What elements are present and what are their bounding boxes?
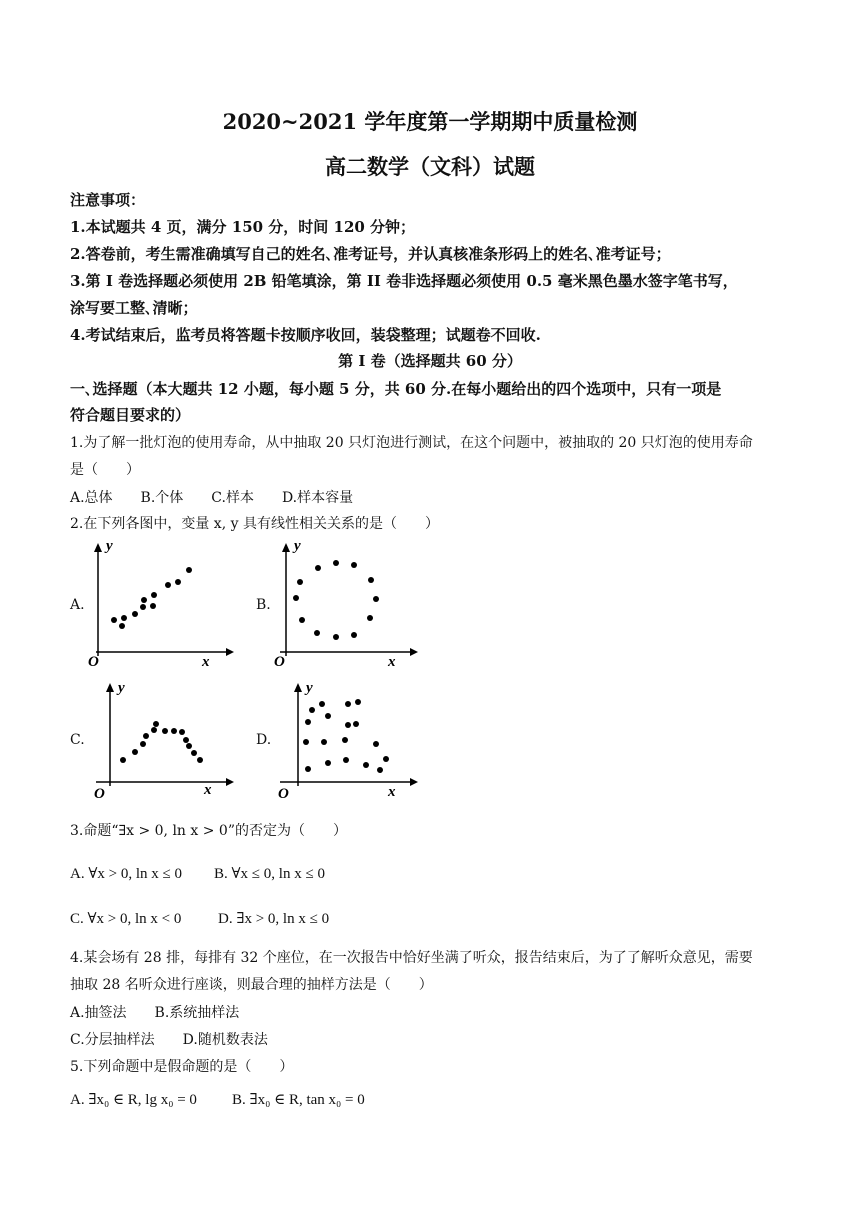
- data-point: [351, 562, 357, 568]
- y-axis-label: y: [106, 538, 113, 554]
- data-point: [319, 701, 325, 707]
- question-4-options: A.抽签法 B.系统抽样法: [70, 1005, 240, 1021]
- scatter-plot-a: [86, 538, 236, 668]
- origin-label: O: [278, 786, 289, 802]
- data-point: [305, 766, 311, 772]
- data-point: [314, 630, 320, 636]
- question-5-option-b: B. ∃x₀ ∈ R, tan x₀ = 0: [232, 1092, 365, 1108]
- question-1-stem: 1.为了解一批灯泡的使用寿命，从中抽取 20 只灯泡进行测试，在这个问题中，被抽取的 20 只灯泡的使用寿命: [70, 435, 753, 451]
- data-point: [303, 739, 309, 745]
- data-point: [140, 604, 146, 610]
- data-point: [141, 597, 147, 603]
- data-point: [132, 611, 138, 617]
- data-point: [165, 582, 171, 588]
- x-axis-label: x: [388, 784, 396, 800]
- data-point: [377, 767, 383, 773]
- data-point: [325, 713, 331, 719]
- data-point: [383, 756, 389, 762]
- scatter-plot-d: [274, 676, 424, 806]
- data-point: [367, 615, 373, 621]
- data-point: [309, 707, 315, 713]
- note-item: 3.第 I 卷选择题必须使用 2B 铅笔填涂，第 II 卷非选择题必须使用 0.5 毫米黑色墨水签字笔书写，: [70, 272, 738, 290]
- data-point: [186, 567, 192, 573]
- data-point: [175, 579, 181, 585]
- data-point: [191, 750, 197, 756]
- scatter-plot-b: [270, 538, 420, 668]
- question-3-stem: 3.命题“∃x > 0, ln x > 0”的否定为（ ）: [70, 823, 347, 839]
- x-axis-label: x: [204, 782, 212, 798]
- data-point: [345, 701, 351, 707]
- data-point: [151, 592, 157, 598]
- data-point: [333, 560, 339, 566]
- x-axis-label: x: [388, 654, 396, 668]
- data-point: [373, 741, 379, 747]
- question-1-options: A.总体 B.个体 C.样本 D.样本容量: [70, 490, 354, 506]
- origin-label: O: [88, 654, 99, 668]
- data-point: [111, 617, 117, 623]
- y-axis-label: y: [306, 680, 313, 696]
- note-item: 涂写要工整､清晰；: [70, 299, 198, 317]
- data-point: [363, 762, 369, 768]
- data-point: [197, 757, 203, 763]
- data-point: [121, 615, 127, 621]
- y-axis-label: y: [118, 680, 125, 696]
- origin-label: O: [274, 654, 285, 668]
- question-2-stem: 2.在下列各图中，变量 x, y 具有线性相关关系的是（ ）: [70, 516, 439, 532]
- question-3-option-d: D. ∃x > 0, ln x ≤ 0: [218, 911, 330, 927]
- data-point: [345, 722, 351, 728]
- question-1-stem: 是（ ）: [70, 462, 140, 478]
- option-label-a: A.: [70, 597, 85, 613]
- data-point: [373, 596, 379, 602]
- option-label-d: D.: [256, 732, 272, 748]
- data-point: [293, 595, 299, 601]
- data-point: [132, 749, 138, 755]
- data-point: [171, 728, 177, 734]
- note-item: 2.答卷前，考生需准确填写自己的姓名､准考证号，并认真核准条形码上的姓名､准考证号；: [70, 245, 671, 263]
- section-intro: 符合题目要求的）: [70, 406, 191, 424]
- data-point: [321, 739, 327, 745]
- data-point: [342, 737, 348, 743]
- exam-title: 2020~2021 学年度第一学期期中质量检测: [222, 109, 638, 134]
- section-title: 第 I 卷（选择题共 60 分）: [338, 352, 522, 370]
- data-point: [179, 729, 185, 735]
- data-point: [162, 728, 168, 734]
- data-point: [119, 623, 125, 629]
- data-point: [343, 757, 349, 763]
- data-point: [351, 632, 357, 638]
- data-point: [355, 699, 361, 705]
- data-point: [299, 617, 305, 623]
- data-point: [297, 579, 303, 585]
- data-point: [153, 721, 159, 727]
- note-item: 1.本试题共 4 页，满分 150 分，时间 120 分钟；: [70, 218, 416, 236]
- data-point: [368, 577, 374, 583]
- option-label-c: C.: [70, 732, 85, 748]
- y-axis-label: y: [294, 538, 301, 554]
- note-item: 4.考试结束后，监考员将答题卡按顺序收回，装袋整理；试题卷不回收.: [70, 326, 541, 344]
- question-4-options: C.分层抽样法 D.随机数表法: [70, 1032, 268, 1048]
- data-point: [140, 741, 146, 747]
- notes-heading: 注意事项：: [70, 191, 146, 209]
- question-3-option-c: C. ∀x > 0, ln x < 0: [70, 911, 182, 927]
- question-3-option-b: B. ∀x ≤ 0, ln x ≤ 0: [214, 866, 325, 882]
- data-point: [305, 719, 311, 725]
- question-5-stem: 5.下列命题中是假命题的是（ ）: [70, 1059, 294, 1075]
- data-point: [151, 727, 157, 733]
- question-5-option-a: A. ∃x₀ ∈ R, lg x₀ = 0: [70, 1092, 197, 1108]
- data-point: [183, 737, 189, 743]
- exam-subtitle: 高二数学（文科）试题: [325, 154, 535, 179]
- scatter-plot-c: [90, 676, 240, 806]
- question-3-option-a: A. ∀x > 0, ln x ≤ 0: [70, 866, 182, 882]
- origin-label: O: [94, 786, 105, 802]
- section-intro: 一､选择题（本大题共 12 小题，每小题 5 分，共 60 分.在每小题给出的四个选项中，只有一项是: [70, 380, 722, 398]
- x-axis-label: x: [202, 654, 210, 668]
- question-4-stem: 抽取 28 名听众进行座谈，则最合理的抽样方法是（ ）: [70, 977, 433, 993]
- data-point: [333, 634, 339, 640]
- data-point: [150, 603, 156, 609]
- option-label-b: B.: [256, 597, 271, 613]
- question-4-stem: 4.某会场有 28 排，每排有 32 个座位，在一次报告中恰好坐满了听众，报告结束后，为了了解听众意见，需要: [70, 950, 753, 966]
- data-point: [325, 760, 331, 766]
- data-point: [315, 565, 321, 571]
- data-point: [143, 733, 149, 739]
- data-point: [186, 743, 192, 749]
- data-point: [353, 721, 359, 727]
- data-point: [120, 757, 126, 763]
